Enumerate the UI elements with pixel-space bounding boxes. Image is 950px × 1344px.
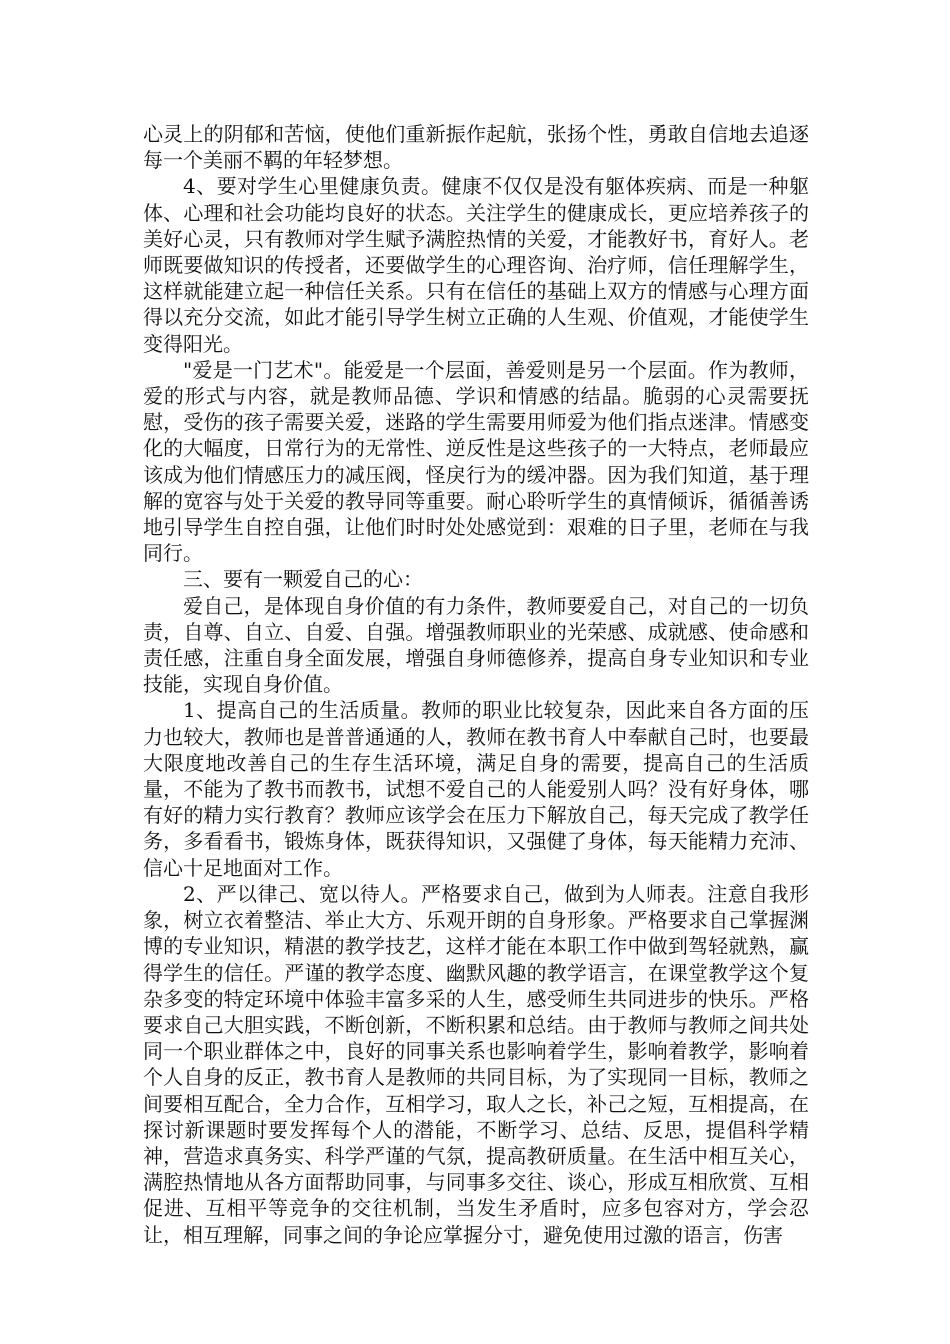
paragraph-love-self-intro: 爱自己，是体现自身价值的有力条件，教师要爱自己，对自己的一切负责，自尊、自立、自爱、自强。增强教师职业的光荣感、成就感、使命感和责任感，注重自身全面发展，增强自身师德修养，提高自身专业知识和专业技能，实现自身价值。 [143,593,809,697]
paragraph-quality-of-life: 1、提高自己的生活质量。教师的职业比较复杂，因此来自各方面的压力也较大，教师也是普普通通的人，教师在教书育人中奉献自己时，也要最大限度地改善自己的生存生活环境，满足自身的需要，提高自己的生活质量，不能为了教书而教书，试想不爱自己的人能爱别人吗？没有好身体，哪有好的精力实行教育？教师应该学会在压力下解放自己，每天完成了教学任务，多看看书，锻炼身体，既获得知识，又强健了身体，每天能精力充沛、信心十足地面对工作。 [143,698,809,880]
paragraph-love-is-art: "爱是一门艺术"。能爱是一个层面，善爱则是另一个层面。作为教师，爱的形式与内容，就是教师品德、学识和情感的结晶。脆弱的心灵需要抚慰，受伤的孩子需要关爱，迷路的学生需要用师爱为他们指点迷津。情感变化的大幅度，日常行为的无常性、逆反性是这些孩子的一大特点，老师最应该成为他们情感压力的减压阀，怪戾行为的缓冲器。因为我们知道，基于理解的宽容与处于关爱的教导同等重要。耐心聆听学生的真情倾诉，循循善诱地引导学生自控自强，让他们时时处处感觉到：艰难的日子里，老师在与我同行。 [143,357,809,566]
paragraph-mental-health: 4、要对学生心里健康负责。健康不仅仅是没有躯体疾病、而是一种躯体、心理和社会功能均良好的状态。关注学生的健康成长，更应培养孩子的美好心灵，只有教师对学生赋予满腔热情的关爱，才能教好书，育好人。老师既要做知识的传授者，还要做学生的心理咨询、治疗师，信任理解学生，这样就能建立起一种信任关系。只有在信任的基础上双方的情感与心理方面得以充分交流，如此才能引导学生树立正确的人生观、价值观，才能使学生变得阳光。 [143,174,809,356]
document-body [143,121,809,1248]
paragraph-self-discipline: 2、严以律己、宽以待人。严格要求自己，做到为人师表。注意自我形象，树立衣着整洁、举止大方、乐观开朗的自身形象。严格要求自己掌握渊博的专业知识，精湛的教学技艺，这样才能在本职工作中做到驾轻就熟，赢得学生的信任。严谨的教学态度、幽默风趣的教学语言，在课堂教学这个复杂多变的特定环境中体验丰富多采的人生，感受师生共同进步的快乐。严格要求自己大胆实践，不断创新，不断积累和总结。由于教师与教师之间共处同一个职业群体之中，良好的同事关系也影响着学生，影响着教学，影响着个人自身的反正，教书育人是教师的共同目标，为了实现同一目标，教师之间要相互配合，全力合作，互相学习，取人之长，补己之短，互相提高，在探讨新课题时要发挥每个人的潜能，不断学习、总结、反思，提倡科学精神，营造求真务实、科学严谨的气氛，提高教研质量。在生活中相互关心，满腔热情地从各方面帮助同事，与同事多交往、谈心，形成互相欣赏、互相促进、互相平等竞争的交往机制，当发生矛盾时，应多包容对方，学会忍让，相互理解，同事之间的争论应掌握分寸，避免使用过激的语言，伤害 [143,881,809,1247]
paragraph-continuation: 心灵上的阴郁和苦恼，使他们重新振作起航，张扬个性，勇敢自信地去追逐每一个美丽不羁的年轻梦想。 [143,122,809,173]
section-heading-love-self: 三、要有一颗爱自己的心： [183,567,423,592]
